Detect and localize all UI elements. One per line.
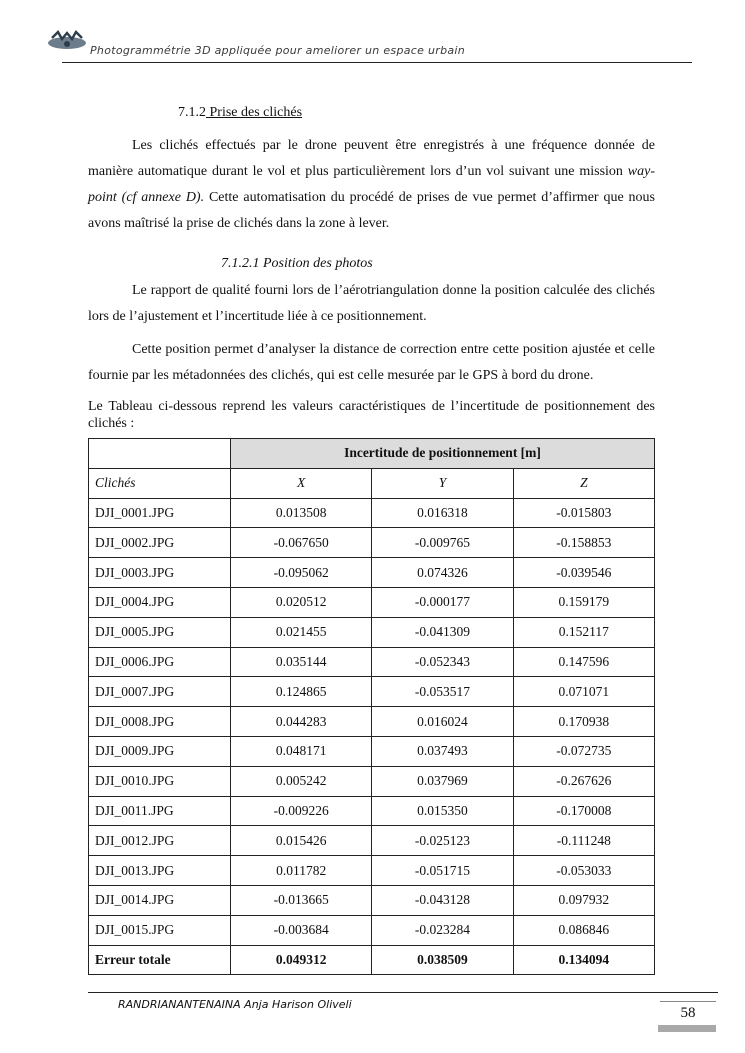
photo-name-cell: DJI_0014.JPG [89, 885, 231, 915]
x-value-cell: 0.020512 [231, 587, 372, 617]
table-total-row [89, 945, 655, 975]
table-row [89, 796, 655, 826]
total-z-cell: 0.134094 [513, 945, 654, 975]
y-value-cell: -0.052343 [372, 647, 513, 677]
x-value-cell: 0.005242 [231, 766, 372, 796]
x-value-cell: -0.013665 [231, 885, 372, 915]
photo-name-cell: DJI_0009.JPG [89, 736, 231, 766]
y-value-cell: 0.074326 [372, 558, 513, 588]
table-column-header-row [89, 468, 655, 498]
paragraph-1-italic-reference: way-point (cf annexe D). [88, 164, 655, 205]
z-value-cell: -0.111248 [513, 826, 654, 856]
table-row [89, 707, 655, 737]
x-value-cell: -0.067650 [231, 528, 372, 558]
paragraph-1-text-a: Les clichés effectués par le drone peuvent être enregistrés à une fréquence donnée de manière automatique durant le vol et plus particulièrement lors d’un vol suivant une mission [88, 138, 655, 179]
paragraph-4-text: Le Tableau ci-dessous reprend les valeurs caractéristiques de l’incertitude de positionnement des clichés : [88, 399, 655, 431]
footer-author: RANDRIANANTENAINA Anja Harison Oliveli [118, 998, 352, 1011]
y-value-cell: 0.037969 [372, 766, 513, 796]
table-row [89, 528, 655, 558]
table-row [89, 647, 655, 677]
photo-name-cell: DJI_0003.JPG [89, 558, 231, 588]
column-header-z: Z [513, 468, 654, 498]
y-value-cell: -0.053517 [372, 677, 513, 707]
x-value-cell: 0.013508 [231, 498, 372, 528]
table-group-header: Incertitude de positionnement [m] [231, 439, 655, 469]
y-value-cell: 0.016024 [372, 707, 513, 737]
z-value-cell: 0.152117 [513, 617, 654, 647]
table-empty-corner-cell [89, 439, 231, 469]
x-value-cell: 0.021455 [231, 617, 372, 647]
table-row [89, 736, 655, 766]
z-value-cell: -0.053033 [513, 856, 654, 886]
z-value-cell: -0.072735 [513, 736, 654, 766]
y-value-cell: 0.037493 [372, 736, 513, 766]
y-value-cell: 0.016318 [372, 498, 513, 528]
table-row [89, 498, 655, 528]
table-row [89, 766, 655, 796]
y-value-cell: -0.043128 [372, 885, 513, 915]
section-title: Prise des clichés [206, 105, 303, 120]
table-row [89, 558, 655, 588]
photo-name-cell: DJI_0010.JPG [89, 766, 231, 796]
subsection-heading: 7.1.2.1 Position des photos [221, 256, 373, 271]
z-value-cell: 0.159179 [513, 587, 654, 617]
x-value-cell: 0.044283 [231, 707, 372, 737]
x-value-cell: 0.035144 [231, 647, 372, 677]
z-value-cell: 0.097932 [513, 885, 654, 915]
y-value-cell: -0.009765 [372, 528, 513, 558]
x-value-cell: -0.009226 [231, 796, 372, 826]
x-value-cell: -0.003684 [231, 915, 372, 945]
positioning-uncertainty-table [88, 438, 655, 975]
paragraph-1 [88, 133, 655, 237]
column-header-cliches: Clichés [89, 468, 231, 498]
y-value-cell: -0.000177 [372, 587, 513, 617]
z-value-cell: -0.170008 [513, 796, 654, 826]
y-value-cell: 0.015350 [372, 796, 513, 826]
table-row [89, 885, 655, 915]
z-value-cell: 0.086846 [513, 915, 654, 945]
paragraph-3-text: Cette position permet d’analyser la distance de correction entre cette position ajustée et celle fournie par les métadonnées des clichés, qui est celle mesurée par le GPS à bord du drone. [88, 342, 655, 383]
photo-name-cell: DJI_0011.JPG [89, 796, 231, 826]
photo-name-cell: DJI_0008.JPG [89, 707, 231, 737]
y-value-cell: -0.025123 [372, 826, 513, 856]
photo-name-cell: DJI_0006.JPG [89, 647, 231, 677]
section-heading [178, 105, 302, 121]
column-header-x: X [231, 468, 372, 498]
header-rule [62, 62, 692, 63]
photo-name-cell: DJI_0005.JPG [89, 617, 231, 647]
y-value-cell: -0.041309 [372, 617, 513, 647]
section-number: 7.1.2 [178, 105, 206, 120]
y-value-cell: -0.023284 [372, 915, 513, 945]
z-value-cell: 0.071071 [513, 677, 654, 707]
table-row [89, 915, 655, 945]
x-value-cell: -0.095062 [231, 558, 372, 588]
table-row [89, 856, 655, 886]
running-header-title: Photogrammétrie 3D appliquée pour ameliorer un espace urbain [90, 44, 466, 57]
z-value-cell: 0.170938 [513, 707, 654, 737]
z-value-cell: -0.015803 [513, 498, 654, 528]
z-value-cell: 0.147596 [513, 647, 654, 677]
table-row [89, 587, 655, 617]
photo-name-cell: DJI_0013.JPG [89, 856, 231, 886]
total-x-cell: 0.049312 [231, 945, 372, 975]
photo-name-cell: DJI_0001.JPG [89, 498, 231, 528]
photo-name-cell: DJI_0007.JPG [89, 677, 231, 707]
logo-icon [46, 30, 88, 52]
z-value-cell: -0.158853 [513, 528, 654, 558]
paragraph-1-text-b: Cette automatisation du procédé de prises de vue permet d’affirmer que nous avons maîtrisé la prise de clichés dans la zone à lever. [88, 190, 655, 231]
total-label-cell: Erreur totale [89, 945, 231, 975]
x-value-cell: 0.048171 [231, 736, 372, 766]
table-row [89, 677, 655, 707]
paragraph-2-text: Le rapport de qualité fourni lors de l’aérotriangulation donne la position calculée des clichés lors de l’ajustement et l’incertitude liée à ce positionnement. [88, 283, 655, 324]
x-value-cell: 0.015426 [231, 826, 372, 856]
paragraph-3 [88, 337, 655, 389]
paragraph-2 [88, 278, 655, 330]
table-row [89, 617, 655, 647]
page-number-bar [658, 1025, 716, 1032]
photo-name-cell: DJI_0015.JPG [89, 915, 231, 945]
z-value-cell: -0.267626 [513, 766, 654, 796]
z-value-cell: -0.039546 [513, 558, 654, 588]
photo-name-cell: DJI_0004.JPG [89, 587, 231, 617]
y-value-cell: -0.051715 [372, 856, 513, 886]
page-number: 58 [680, 1005, 696, 1021]
photo-name-cell: DJI_0012.JPG [89, 826, 231, 856]
footer-rule [88, 992, 718, 993]
photo-name-cell: DJI_0002.JPG [89, 528, 231, 558]
paragraph-4 [88, 398, 655, 432]
table-row [89, 826, 655, 856]
table-group-header-row [89, 439, 655, 469]
column-header-y: Y [372, 468, 513, 498]
total-y-cell: 0.038509 [372, 945, 513, 975]
x-value-cell: 0.011782 [231, 856, 372, 886]
x-value-cell: 0.124865 [231, 677, 372, 707]
page-number-top-rule [660, 1001, 716, 1002]
